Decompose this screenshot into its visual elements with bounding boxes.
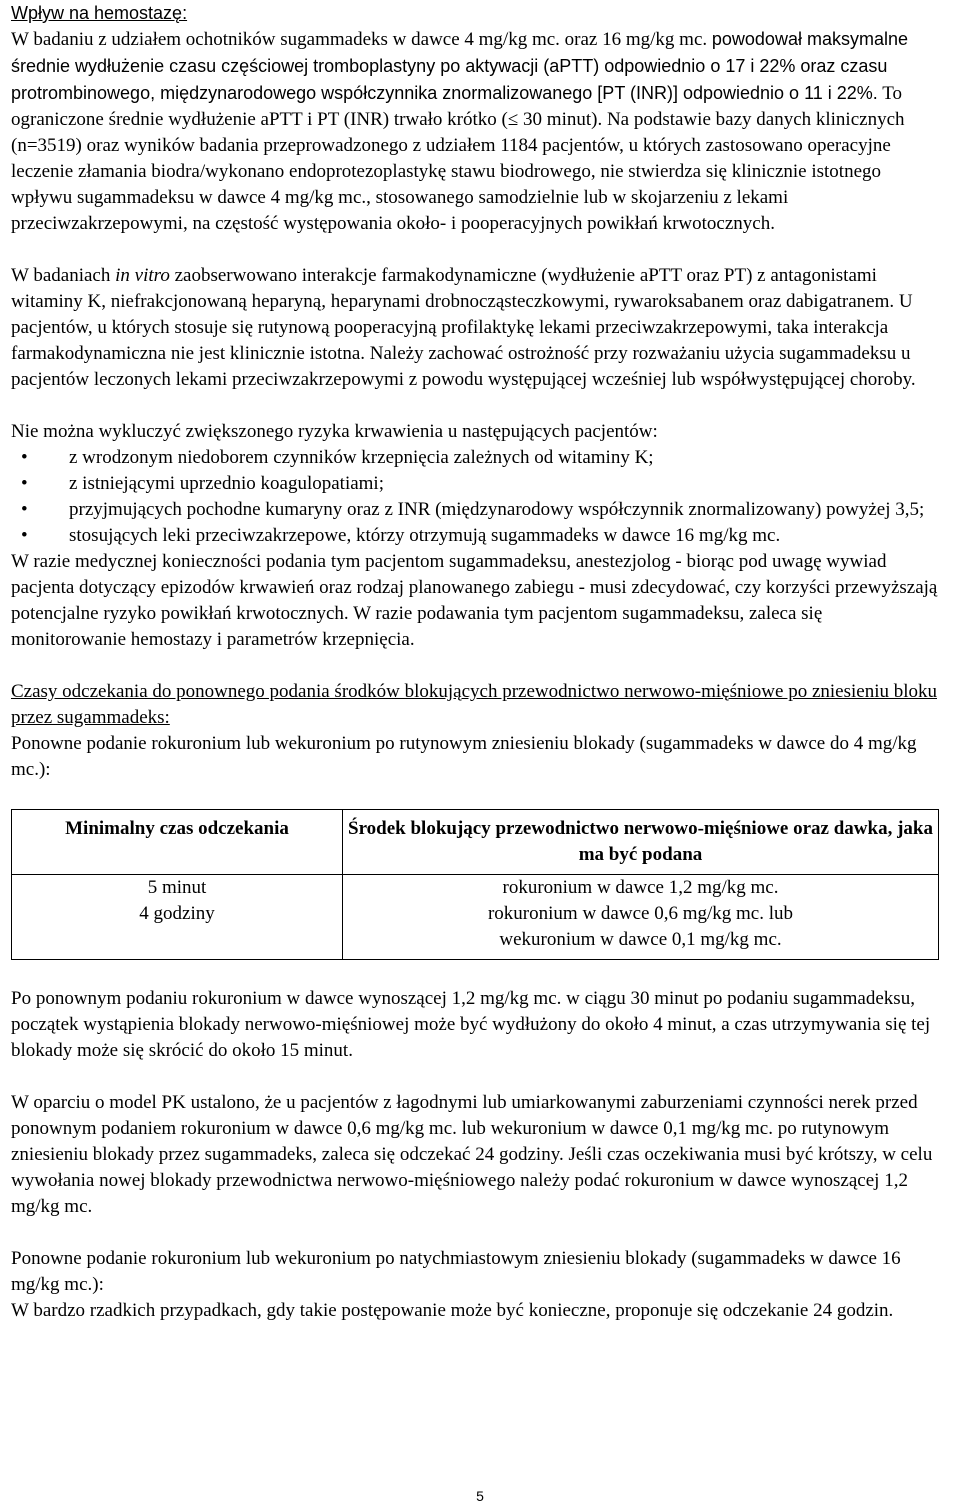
in-vitro-term: in vitro [115,265,170,286]
hemostasis-heading: Wpływ na hemostazę: [11,3,188,23]
wait-time-cell: 4 godziny [12,901,343,960]
list-item-text: stosujących leki przeciwzakrzepowe, którzy otrzymują sugammadeks w dawce 16 mg/kg mc. [69,525,781,546]
clinical-database-text: Na podstawie bazy danych klinicznych (n=3519) oraz wyników badania przeprowadzonego z udziałem 1184 pacjentów, u których zastosowano operacyjne leczenie złamania biodra/wykonano endoprotezoplastykę stawu biodrowego, nie stwierdza się klinicznie istotnego wpływu sugammadeksu w dawce 4 mg/kg mc., stosowanego samodzielnie lub w skojarzeniu z lekami przeciwzakrzepowymi, na częstość występowania około- i pooperacyjnych powikłań krwotocznych. [11,109,905,234]
list-item [11,471,941,497]
list-item [11,445,941,471]
page-number: 5 [476,1488,484,1504]
column-header-agent-dose: Środek blokujący przewodnictwo nerwowo-mięśniowe oraz dawka, jaka ma być podana [348,818,933,865]
list-item-text: z istniejącymi uprzednio koagulopatiami; [69,473,384,494]
readministration-onset-text: Po ponownym podaniu rokuronium w dawce wynoszącej 1,2 mg/kg mc. w ciągu 30 minut po podaniu sugammadeksu, początek wystąpienia blokady nerwowo-mięśniowej może być wydłużony do około 4 minut, a czas utrzymywania się tej blokady może się skrócić do około 15 minut. [11,988,931,1061]
table-row [12,901,939,960]
list-item [11,497,941,523]
pk-model-text: W oparciu o model PK ustalono, że u pacjentów z łagodnymi lub umiarkowanymi zaburzeniami czynności nerek przed ponownym podaniem rokuronium w dawce 0,6 mg/kg mc. lub wekuronium w dawce 0,1 mg/kg mc. po rutynowym zniesieniu blokady przez sugammadeks, zaleca się odczekać 24 godziny. Jeśli czas oczekiwania musi być krótszy, w celu wywołania nowej blokady przewodnictwa nerwowo-mięśniowego należy podać rokuronium w dawce wynoszącej 1,2 mg/kg mc. [11,1092,933,1217]
wait-time-cell: 5 minut [12,875,343,901]
bullet-icon: • [21,473,28,494]
volunteer-study-text: W badaniu z udziałem ochotników sugammadeks w dawce 4 mg/kg mc. oraz 16 mg/kg mc. [11,29,708,50]
immediate-reversal-text: W bardzo rzadkich przypadkach, gdy takie postępowanie może być konieczne, proponuje się odczekanie 24 godzin. [11,1300,894,1321]
aptt-pt-prolongation-text: powodował maksymalne średnie wydłużenie czasu częściowej tromboplastyny po aktywacji (aPTT) odpowiednio o 17 i 22% oraz czasu protrombinowego, międzynarodowego współczynnika znormalizowanego [PT (INR)] odpowiednio o 11 i 22%. [11,29,908,103]
short-duration-text: To ograniczone średnie wydłużenie aPTT i PT (INR) trwało krótko (≤ 30 minut). [11,83,902,130]
agent-dose-cell: rokuronium w dawce 0,6 mg/kg mc. lub wekuronium w dawce 0,1 mg/kg mc. [487,903,793,950]
routine-reversal-intro: Ponowne podanie rokuronium lub wekuronium po rutynowym zniesieniu blokady (sugammadeks w dawce do 4 mg/kg mc.): [11,733,917,780]
bleeding-risk-intro: Nie można wykluczyć zwiększonego ryzyka krwawienia u następujących pacjentów: [11,421,658,442]
in-vitro-lead: W badaniach [11,265,116,286]
list-item-text: z wrodzonym niedoborem czynników krzepnięcia zależnych od witaminy K; [69,447,654,468]
column-header-min-time: Minimalny czas odczekania [12,810,343,875]
bullet-icon: • [21,525,28,546]
in-vitro-body: zaobserwowano interakcje farmakodynamiczne (wydłużenie aPTT oraz PT) z antagonistami witaminy K, niefrakcjonowaną heparyną, heparynami drobnocząsteczkowymi, rywaroksabanem oraz dabigatranem. U pacjentów, u których stosuje się rutynową pooperacyjną profilaktykę lekami przeciwzakrzepowymi, taka interakcja farmakodynamiczna nie jest klinicznie istotna. Należy zachować ostrożność przy rozważaniu użycia sugammadeksu u pacjentów leczonych lekami przeciwzakrzepowymi z powodu występującej wcześniej lub współwystępującej choroby. [11,265,916,390]
waiting-times-table [11,809,939,960]
list-item [11,523,941,549]
document-body [11,0,941,1324]
waiting-times-heading: Czasy odczekania do ponownego podania środków blokujących przewodnictwo nerwowo-mięśniowe po zniesieniu bloku przez sugammadeks: [11,681,938,728]
anesthesiologist-decision-text: W razie medycznej konieczności podania tym pacjentom sugammadeksu, anestezjolog - biorąc pod uwagę wywiad pacjenta dotyczący epizodów krwawień oraz rodzaj planowanego zabiegu - musi zdecydować, czy korzyści przewyższają potencjalne ryzyko powikłań krwotocznych. W razie podawania tym pacjentom sugammadeksu, zaleca się monitorowanie hemostazy i parametrów krzepnięcia. [11,551,938,650]
in-vitro-paragraph [11,263,941,393]
bleeding-risk-list [11,445,941,549]
bullet-icon: • [21,447,28,468]
bullet-icon: • [21,499,28,520]
table-header-row [12,810,939,875]
immediate-reversal-intro: Ponowne podanie rokuronium lub wekuronium po natychmiastowym zniesieniu blokady (sugammadeks w dawce 16 mg/kg mc.): [11,1248,901,1295]
agent-dose-cell: rokuronium w dawce 1,2 mg/kg mc. [502,877,779,898]
table-row [12,875,939,901]
list-item-text: przyjmujących pochodne kumaryny oraz z INR (międzynarodowy współczynnik znormalizowany) powyżej 3,5; [69,499,925,520]
hemostasis-paragraph-1 [11,26,941,237]
